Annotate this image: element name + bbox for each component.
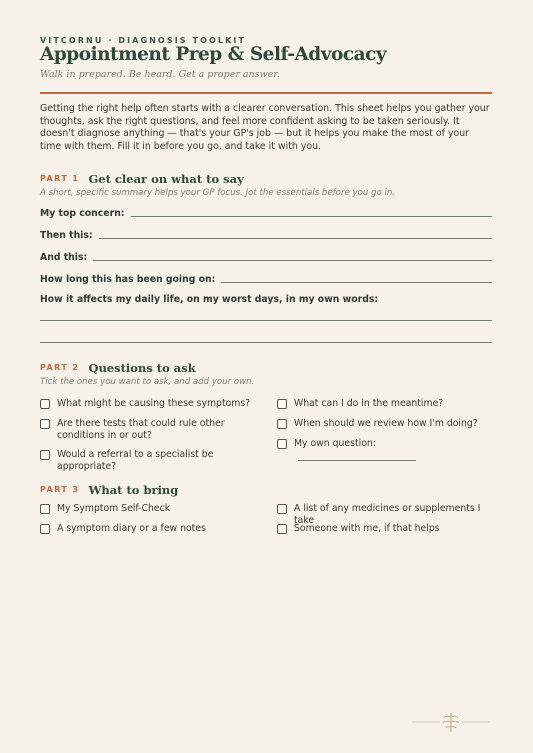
part1-number: PART 1 (40, 174, 80, 183)
top-concern-field[interactable] (40, 208, 492, 219)
own-question-label (294, 438, 492, 461)
part1-hint: A short, specific summary helps your GP focus. Jot the essentials before you go in. (40, 188, 396, 198)
question-item[interactable] (277, 398, 492, 410)
bring-label: A list of any medicines or supplements I take (294, 503, 481, 526)
header-divider (40, 92, 492, 94)
part3-number: PART 3 (40, 485, 80, 494)
question-label: What can I do in the meantime? (294, 398, 444, 409)
checkbox[interactable] (277, 439, 287, 449)
intro-paragraph: Getting the right help often starts with a clearer conversation. This sheet helps you gather your thoughts, ask the right questions, and feel more confident asking to be taken seriously. It doesn't diagnose anything — that's your GP's job — but it helps you make the most of your time with them. Fill it in before you go, and take it with you. (40, 103, 490, 152)
checkbox[interactable] (277, 419, 287, 429)
bring-label: A symptom diary or a few notes (57, 523, 206, 534)
part3-heading (40, 479, 178, 498)
question-label: When should we review how I'm doing? (294, 418, 478, 429)
how-long-label: How long this has been going on: (40, 274, 216, 285)
bring-item[interactable] (277, 523, 492, 535)
bring-item[interactable] (40, 503, 265, 515)
and-this-label: And this: (40, 252, 88, 263)
bring-label: Someone with me, if that helps (294, 523, 440, 534)
brand-sprig-icon (412, 710, 490, 734)
checkbox[interactable] (40, 419, 50, 429)
checkbox[interactable] (277, 524, 287, 534)
checkbox[interactable] (40, 450, 50, 460)
question-item[interactable] (40, 418, 265, 441)
checkbox[interactable] (277, 504, 287, 514)
part2-heading (40, 357, 196, 376)
and-this-line[interactable] (93, 259, 492, 261)
checkbox[interactable] (40, 399, 50, 409)
how-long-line[interactable] (221, 281, 492, 283)
checkbox[interactable] (40, 524, 50, 534)
bring-label: My Symptom Self-Check (57, 503, 171, 514)
own-question-item[interactable] (277, 438, 492, 461)
daily-life-label: How it affects my daily life, on my worst days, in my own words: (40, 294, 379, 305)
part2-number: PART 2 (40, 363, 80, 372)
then-this-label: Then this: (40, 230, 93, 241)
question-label: Would a referral to a specialist be appropriate? (57, 449, 214, 472)
then-this-field[interactable] (40, 230, 492, 241)
page-title: Appointment Prep & Self-Advocacy (40, 44, 387, 65)
then-this-line[interactable] (99, 237, 492, 239)
checkbox[interactable] (277, 399, 287, 409)
part1-heading (40, 168, 244, 187)
daily-life-line-2[interactable] (40, 342, 492, 343)
daily-life-line-1[interactable] (40, 320, 492, 321)
top-concern-line[interactable] (131, 215, 492, 217)
own-question-text: My own question: (294, 438, 376, 449)
own-question-line[interactable] (298, 451, 416, 461)
question-label: Are there tests that could rule other conditions in or out? (57, 418, 225, 441)
question-item[interactable] (40, 449, 265, 472)
and-this-field[interactable] (40, 252, 492, 263)
question-item[interactable] (40, 398, 265, 410)
part1-title: Get clear on what to say (88, 171, 244, 186)
part3-title: What to bring (88, 482, 179, 497)
part2-title: Questions to ask (88, 360, 196, 375)
kicker: VITCORNU · DIAGNOSIS TOOLKIT (40, 36, 247, 45)
page-subtitle: Walk in prepared. Be heard. Get a proper answer. (40, 69, 280, 80)
part2-hint: Tick the ones you want to ask, and add your own. (40, 377, 255, 387)
top-concern-label: My top concern: (40, 208, 125, 219)
question-item[interactable] (277, 418, 492, 430)
how-long-field[interactable] (40, 274, 492, 285)
checkbox[interactable] (40, 504, 50, 514)
bring-item[interactable] (40, 523, 265, 535)
question-label: What might be causing these symptoms? (57, 398, 251, 409)
